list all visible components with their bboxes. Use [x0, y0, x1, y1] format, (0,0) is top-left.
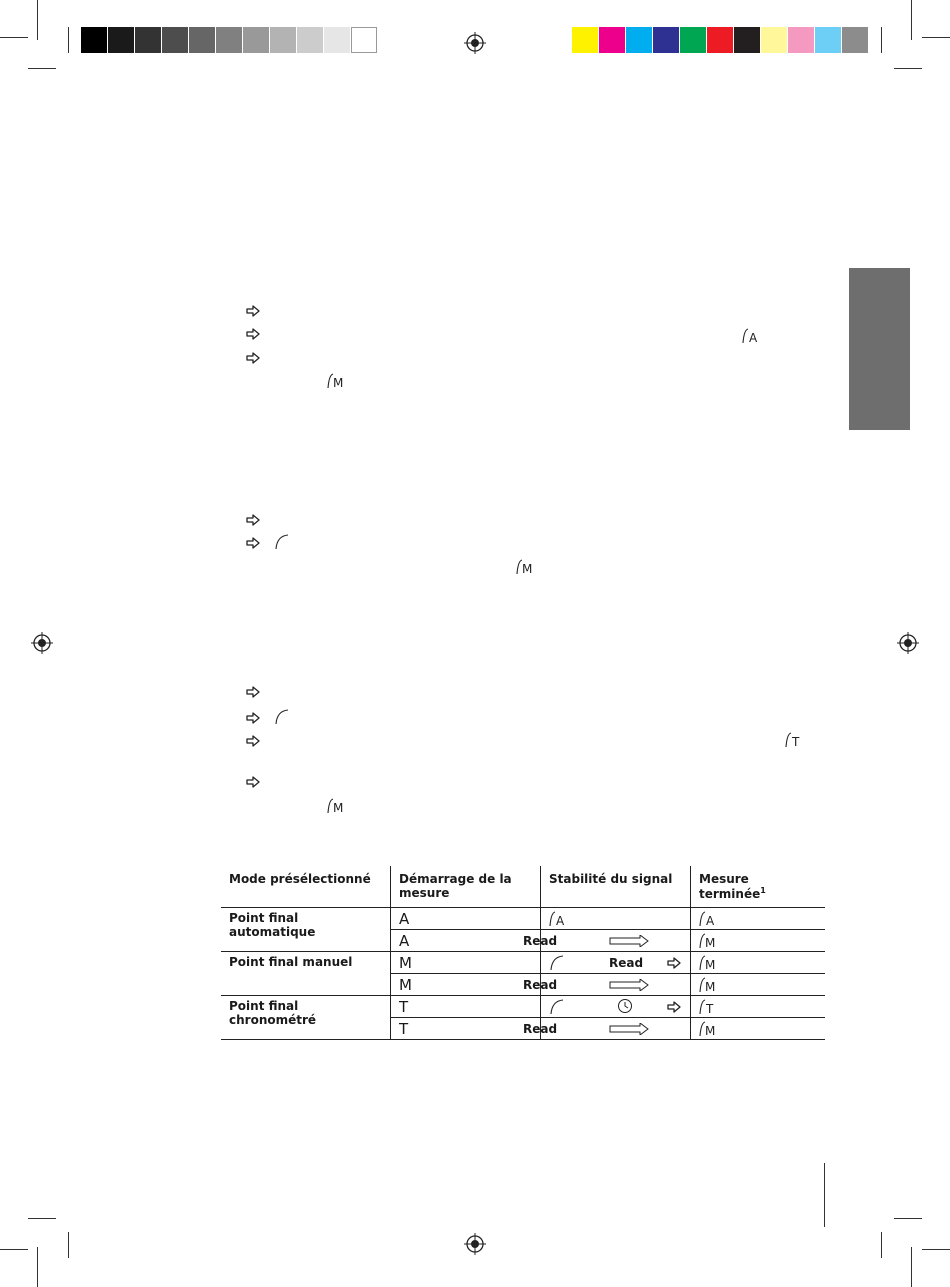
read-key-label: Read	[523, 1022, 558, 1036]
result-cell	[691, 1018, 826, 1040]
table-row	[221, 908, 825, 930]
table-header-row	[221, 866, 825, 908]
stability-cell	[541, 908, 691, 930]
crop-mark	[881, 27, 882, 53]
auto-endpoint-icon	[699, 910, 717, 928]
column-header: Stabilité du signal	[541, 866, 691, 908]
table-row	[221, 952, 825, 974]
result-cell	[691, 908, 826, 930]
stability-cell	[541, 952, 691, 974]
clock-icon	[617, 998, 633, 1014]
arrow-right-outline-icon	[667, 957, 681, 969]
svg-text:M: M	[705, 936, 716, 950]
crop-mark	[0, 37, 28, 38]
color-swatch	[572, 27, 598, 53]
registration-mark-icon	[464, 32, 486, 54]
crop-mark	[911, 0, 912, 40]
registration-mark-icon	[31, 632, 53, 654]
svg-text:M: M	[522, 562, 533, 576]
column-header: Démarrage de la mesure	[391, 866, 541, 908]
svg-text:A: A	[556, 914, 565, 928]
endpoint-modes-table	[221, 866, 825, 1040]
manual-endpoint-icon	[699, 932, 717, 950]
signal-stable-icon	[549, 954, 567, 972]
result-cell	[691, 930, 826, 952]
svg-text:A: A	[706, 914, 715, 928]
arrow-right-outline-icon	[246, 686, 260, 698]
color-swatch	[680, 27, 706, 53]
color-swatch	[162, 27, 188, 53]
arrow-right-outline-icon	[667, 1001, 681, 1013]
language-side-tab	[849, 268, 910, 430]
arrow-right-outline-icon	[246, 514, 260, 526]
arrow-right-outline-icon	[246, 305, 260, 317]
double-arrow-icon	[609, 979, 649, 991]
start-cell: T Read	[391, 1018, 541, 1040]
read-key-label: Read	[609, 956, 644, 970]
crop-mark	[894, 1218, 922, 1219]
arrow-right-outline-icon	[246, 352, 260, 364]
signal-stable-icon	[274, 533, 292, 551]
color-swatch	[81, 27, 107, 53]
crop-mark	[37, 1247, 38, 1287]
color-swatch	[599, 27, 625, 53]
crop-mark	[922, 1249, 950, 1250]
result-cell	[691, 974, 826, 996]
arrow-right-outline-icon	[246, 776, 260, 788]
svg-text:M: M	[333, 801, 344, 815]
color-swatch	[761, 27, 787, 53]
mode-label: Point final manuel	[221, 952, 391, 996]
read-key-label: Read	[523, 978, 558, 992]
start-cell: A Read	[391, 930, 541, 952]
manual-endpoint-icon	[327, 372, 345, 390]
svg-text:M: M	[705, 1024, 716, 1038]
crop-mark	[37, 0, 38, 40]
auto-endpoint-icon	[742, 327, 760, 345]
table-row	[221, 996, 825, 1018]
svg-text:T: T	[792, 735, 800, 749]
crop-mark	[0, 1249, 28, 1250]
color-swatch	[653, 27, 679, 53]
svg-text:A: A	[749, 331, 758, 345]
color-swatch	[270, 27, 296, 53]
color-swatch	[324, 27, 350, 53]
svg-text:T: T	[706, 1002, 714, 1016]
stability-cell	[541, 1018, 691, 1040]
crop-mark	[28, 68, 56, 69]
timed-endpoint-icon	[699, 998, 717, 1016]
crop-mark	[894, 68, 922, 69]
result-cell	[691, 952, 826, 974]
crop-mark	[911, 1247, 912, 1287]
crop-mark	[68, 1232, 69, 1258]
mode-label: Point final automatique	[221, 908, 391, 952]
crop-mark	[922, 37, 950, 38]
svg-text:M: M	[705, 958, 716, 972]
crop-mark	[28, 1218, 56, 1219]
start-cell: A	[391, 908, 541, 930]
timed-endpoint-icon	[785, 731, 803, 749]
color-swatch	[216, 27, 242, 53]
color-swatch	[351, 27, 377, 53]
manual-endpoint-icon	[699, 1020, 717, 1038]
arrow-right-outline-icon	[246, 735, 260, 747]
arrow-right-outline-icon	[246, 712, 260, 724]
double-arrow-icon	[609, 935, 649, 947]
double-arrow-icon	[609, 1023, 649, 1035]
stability-cell	[541, 974, 691, 996]
color-swatch	[626, 27, 652, 53]
color-swatch	[788, 27, 814, 53]
mode-label: Point final chronométré	[221, 996, 391, 1040]
svg-text:M: M	[705, 980, 716, 994]
registration-mark-icon	[464, 1233, 486, 1255]
arrow-right-outline-icon	[246, 328, 260, 340]
auto-endpoint-icon	[549, 910, 567, 928]
start-cell: M Read	[391, 974, 541, 996]
signal-stable-icon	[549, 998, 567, 1016]
signal-stable-icon	[274, 708, 292, 726]
column-header: Mesure terminée$^1$	[691, 866, 826, 908]
arrow-right-outline-icon	[246, 537, 260, 549]
stability-cell	[541, 930, 691, 952]
read-key-label: Read	[523, 934, 558, 948]
color-swatch	[189, 27, 215, 53]
start-cell: M	[391, 952, 541, 974]
manual-endpoint-icon	[699, 954, 717, 972]
crop-mark	[68, 27, 69, 53]
color-swatch	[297, 27, 323, 53]
color-swatch	[842, 27, 868, 53]
manual-endpoint-icon	[699, 976, 717, 994]
color-swatch	[734, 27, 760, 53]
manual-endpoint-icon	[516, 558, 534, 576]
manual-endpoint-icon	[327, 797, 345, 815]
color-swatch	[815, 27, 841, 53]
column-header: Mode présélectionné	[221, 866, 391, 908]
page-margin-line	[824, 1163, 825, 1227]
color-swatch	[707, 27, 733, 53]
svg-text:M: M	[333, 376, 344, 390]
stability-cell	[541, 996, 691, 1018]
color-swatch	[108, 27, 134, 53]
color-swatch	[243, 27, 269, 53]
crop-mark	[881, 1232, 882, 1258]
registration-mark-icon	[897, 632, 919, 654]
result-cell	[691, 996, 826, 1018]
color-swatch	[135, 27, 161, 53]
start-cell: T	[391, 996, 541, 1018]
